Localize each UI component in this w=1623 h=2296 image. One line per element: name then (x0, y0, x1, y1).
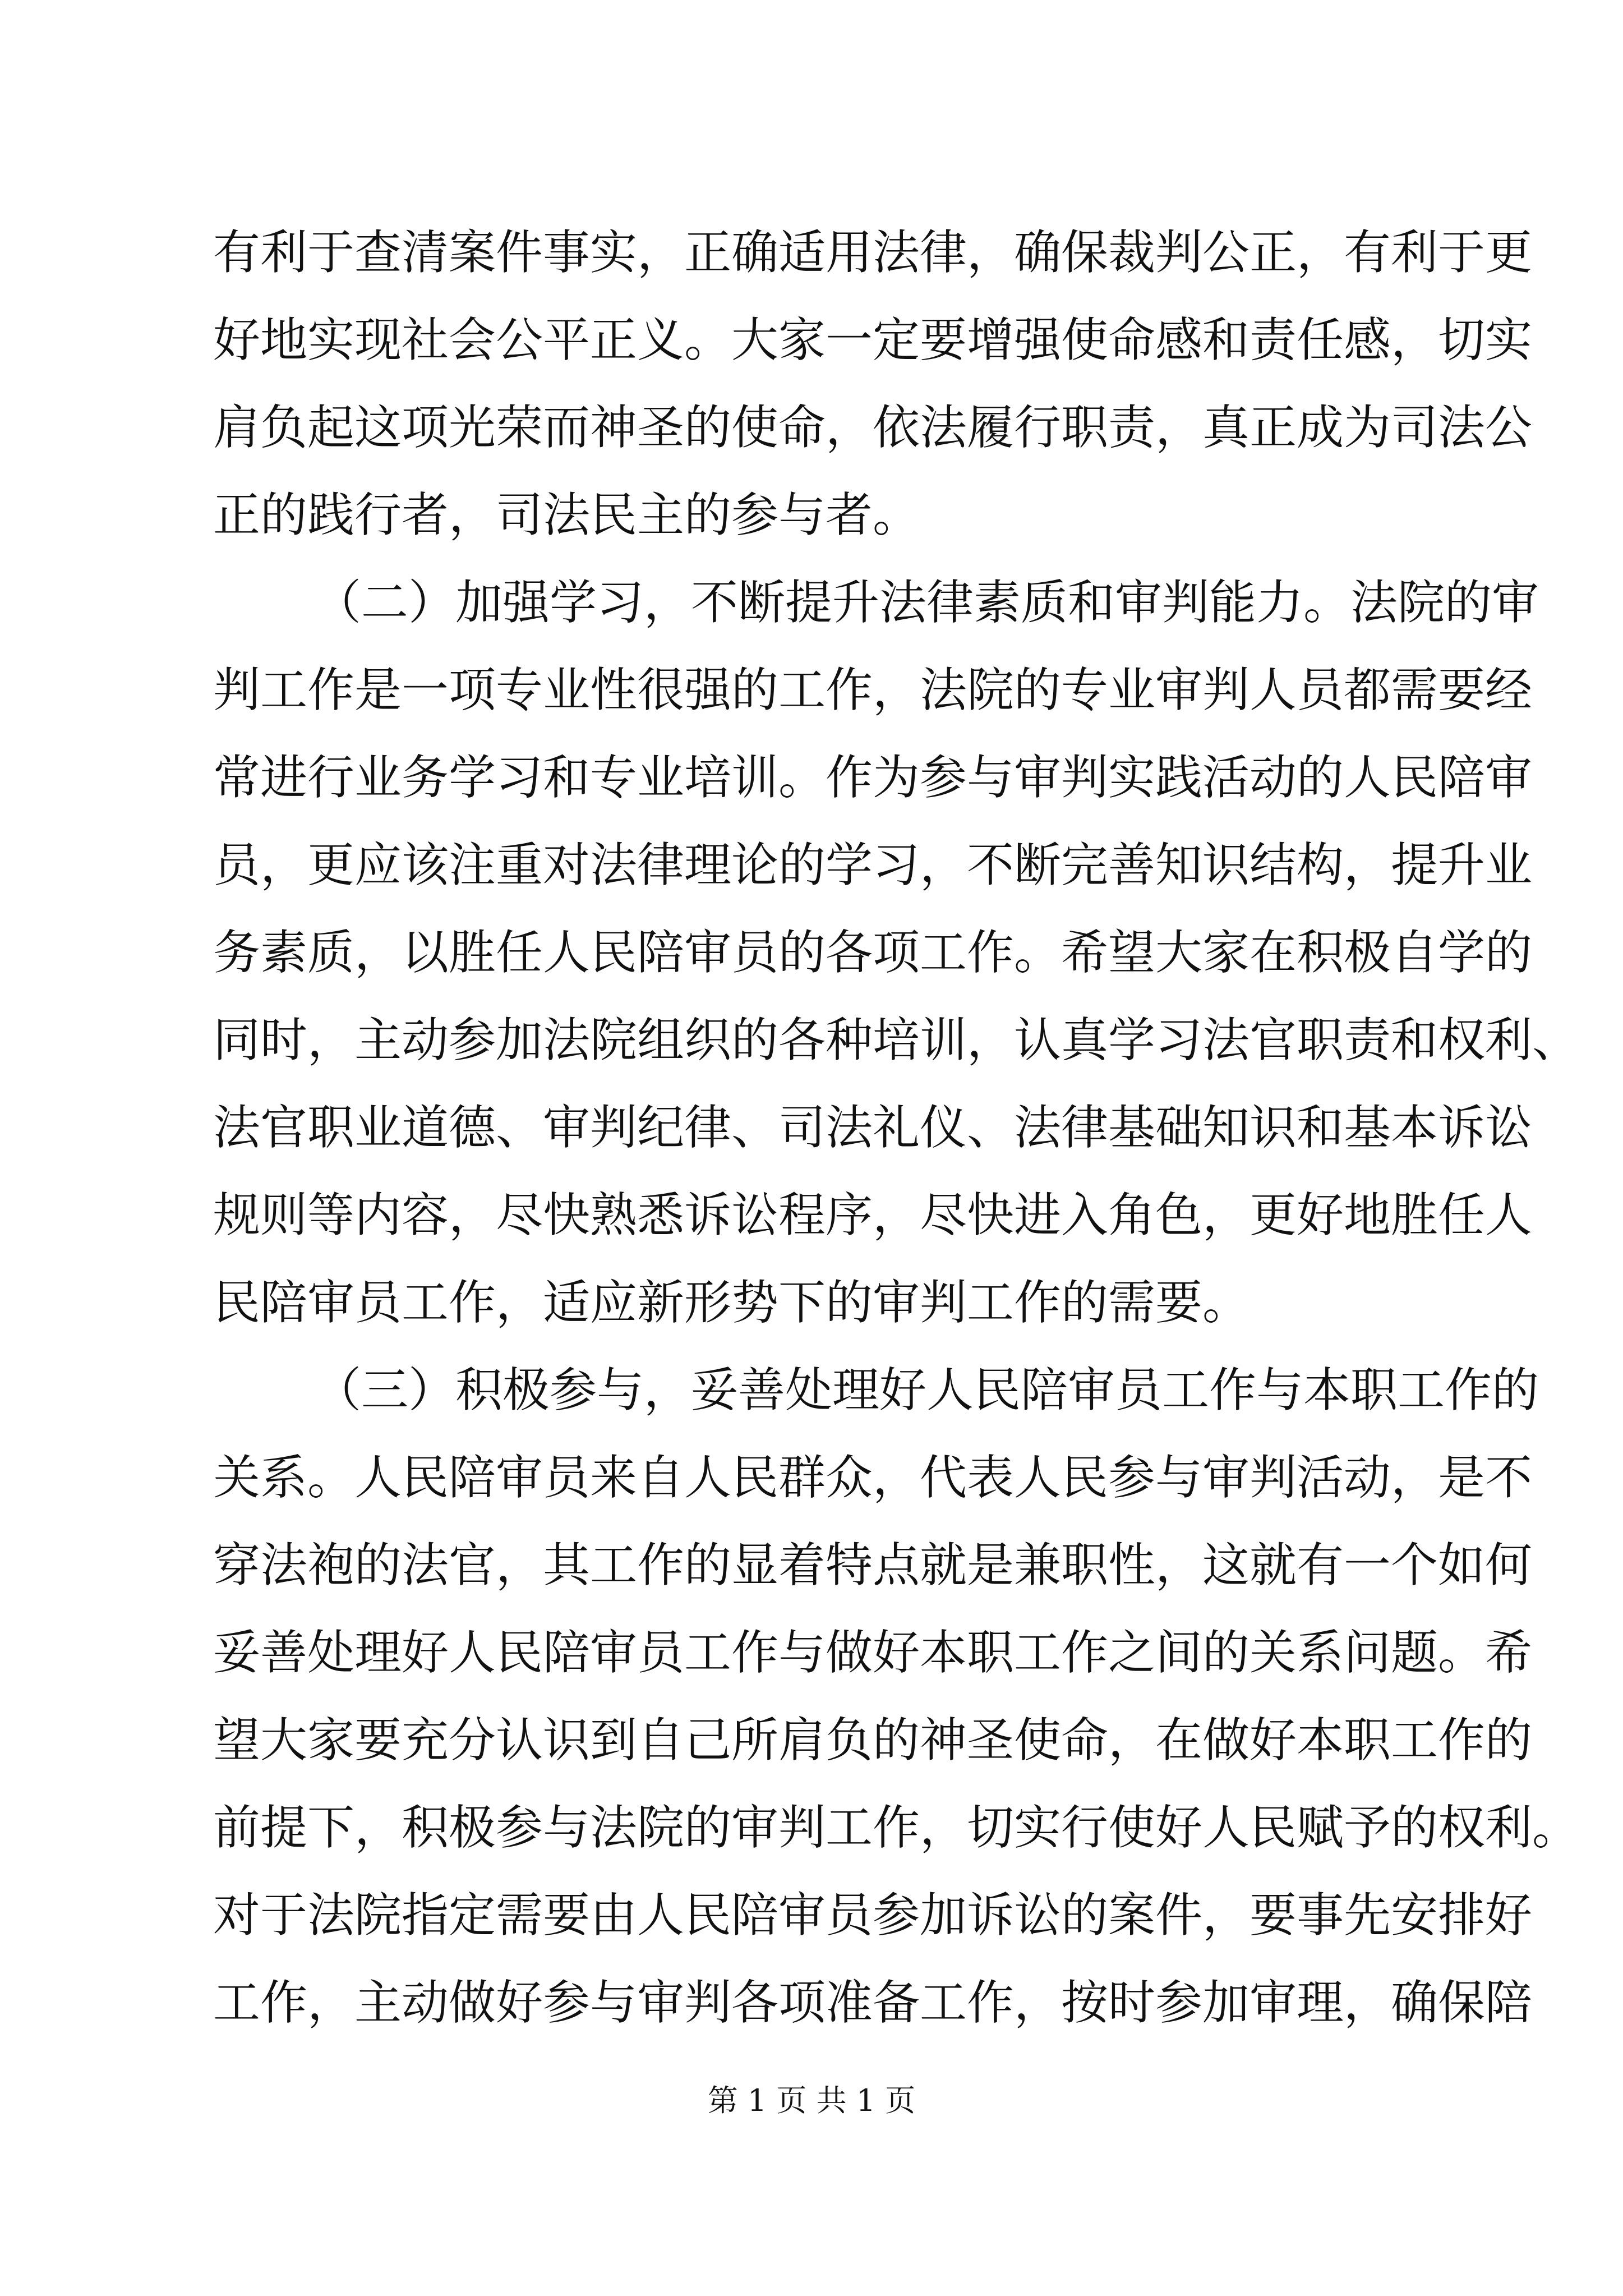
text-line: 有利于查清案件事实，正确适用法律，确保裁判公正，有利于更 (213, 225, 1533, 280)
text-line: 前提下，积极参与法院的审判工作，切实行使好人民赋予的权利。 (213, 1800, 1580, 1855)
text-line: 好地实现社会公平正义。大家一定要增强使命感和责任感，切实 (213, 312, 1533, 367)
page-number-footer: 第 1 页 共 1 页 (707, 2083, 916, 2118)
text-line: 法官职业道德、审判纪律、司法礼仪、法律基础知识和基本诉讼 (213, 1100, 1533, 1155)
text-line: 工作，主动做好参与审判各项准备工作，按时参加审理，确保陪 (213, 1975, 1533, 2030)
text-line: 关系。人民陪审员来自人民群众，代表人民参与审判活动，是不 (213, 1450, 1533, 1505)
text-line: 判工作是一项专业性很强的工作，法院的专业审判人员都需要经 (213, 662, 1533, 717)
text-line: 对于法院指定需要由人民陪审员参加诉讼的案件，要事先安排好 (213, 1888, 1533, 1943)
text-line: 民陪审员工作，适应新形势下的审判工作的需要。 (213, 1275, 1250, 1330)
text-line: 妥善处理好人民陪审员工作与做好本职工作之间的关系问题。希 (213, 1625, 1533, 1680)
text-line: 同时，主动参加法院组织的各种培训，认真学习法官职责和权利、 (213, 1013, 1580, 1068)
text-line: 穿法袍的法官，其工作的显着特点就是兼职性，这就有一个如何 (213, 1538, 1533, 1593)
text-line: 肩负起这项光荣而神圣的使命，依法履行职责，真正成为司法公 (213, 400, 1533, 455)
paragraph-heading-line: （二）加强学习，不断提升法律素质和审判能力。法院的审 (314, 575, 1539, 630)
text-line: 常进行业务学习和专业培训。作为参与审判实践活动的人民陪审 (213, 750, 1533, 805)
text-line: 规则等内容，尽快熟悉诉讼程序，尽快进入角色，更好地胜任人 (213, 1188, 1533, 1243)
text-line: 望大家要充分认识到自己所肩负的神圣使命，在做好本职工作的 (213, 1713, 1533, 1768)
paragraph-heading-line: （三）积极参与，妥善处理好人民陪审员工作与本职工作的 (314, 1363, 1539, 1418)
text-line: 正的践行者，司法民主的参与者。 (213, 487, 920, 542)
text-line: 务素质，以胜任人民陪审员的各项工作。希望大家在积极自学的 (213, 925, 1533, 980)
text-line: 员，更应该注重对法律理论的学习，不断完善知识结构，提升业 (213, 838, 1533, 892)
